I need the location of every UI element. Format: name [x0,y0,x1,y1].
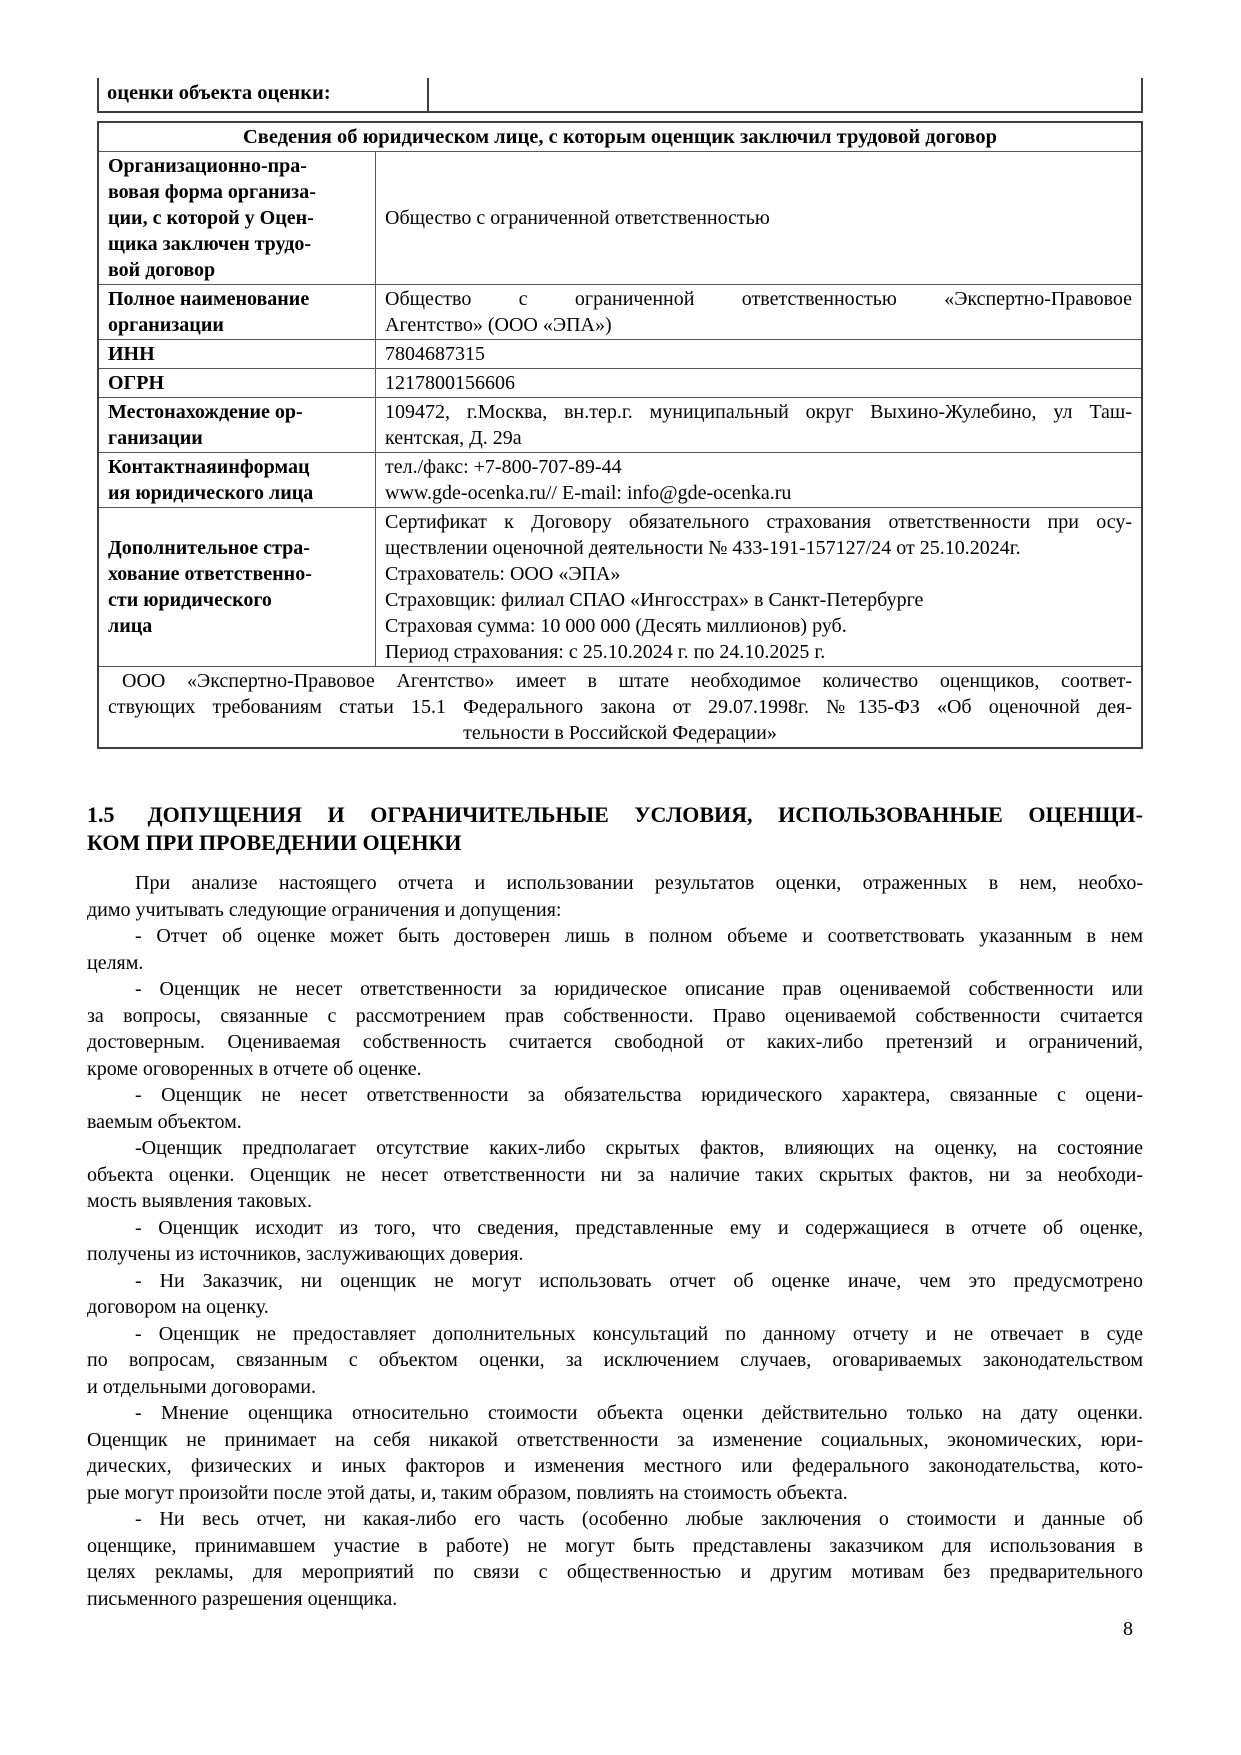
table-row [98,122,1142,152]
table-row [98,152,1142,285]
legal-entity-table [97,121,1143,749]
paragraph-legal-obligations: - Оценщик не несет ответственности за обязательства юридического характера, связанные с оцени- ваемым объектом. [87,1084,1143,1133]
row-label-ogrn: ОГРН [98,369,376,398]
table-row [98,508,1142,667]
row-label-org-form: Организационно-пра- вовая форма организа- ции, с которой у Оцен- щика заключен трудо- вой договор [98,152,376,285]
paragraph-hidden-facts: -Оценщик предполагает отсутствие каких-либо скрытых фактов, влияющих на оценку, на состояние объекта оценки. Оценщик не несет ответственности ни за наличие таких скрытых фактов, ни за необходи- мость выявления таковых. [87,1137,1143,1212]
row-value-ogrn: 1217800156606 [376,369,1143,398]
row-label-insurance: Дополнительное стра- хование ответственно- сти юридического лица [98,508,376,667]
table-footer-note: ООО «Экспертно-Правовое Агентство» имеет в штате необходимое количество оценщиков, соответ- ствующих требованиям статьи 15.1 Федерального закона от 29.07.1998г. №135-ФЗ «Об оценочной дея- тельности в Российской Федерации» [98,667,1142,749]
row-label-full-name: Полное наименование организации [98,285,376,340]
assumptions-text-block [87,870,1143,1612]
paragraph-contract-use: - Ни Заказчик, ни оценщик не могут использовать отчет об оценке иначе, чем это предусмотрено договором на оценку. [87,1269,1143,1318]
paragraph-report-scope: - Отчет об оценке может быть достоверен лишь в полном объеме и соответствовать указанным в нем целям. [87,925,1143,974]
row-label-inn: ИНН [98,340,376,369]
table-row [98,285,1142,340]
paragraph-intro: При анализе настоящего отчета и использовании результатов оценки, отраженных в нем, необхо- димо учитывать следующие ограничения и допущения: [87,872,1143,921]
row-label-location: Местонахождение ор- ганизации [98,398,376,453]
continued-table-empty-cell [429,78,1141,111]
continued-table-fragment [97,78,1143,113]
paragraph-valuation-date: - Мнение оценщика относительно стоимости объекта оценки действительно только на дату оценки. Оценщик не принимает на себя никакой ответственности за изменение социальных, экономических, юри- дических, физических и иных факторов и изменения местного или федерального законодательства, кото- рые могут произойти после этой даты, и, таким образом, повлиять на стоимость объекта. [87,1402,1143,1504]
row-value-inn: 7804687315 [376,340,1143,369]
row-value-insurance: Сертификат к Договору обязательного страхования ответственности при осу- ществлении оценочной деятельности № 433-191-157127/24 от 25.10.2024г. Страхователь: ООО «ЭПА» Страховщик: филиал СПАО «Ингосстрах» в Санкт-Петербурге Страховая сумма: 10 000 000 (Десять миллионов) руб. Период страхования: с 25.10.2024 г. по 24.10.2025 г. [376,508,1143,667]
row-value-full-name: Общество с ограниченной ответственностью «Экспертно-Правовое Агентство» (ООО «ЭПА») [376,285,1143,340]
page-number: 8 [1123,1618,1133,1640]
paragraph-consultations: - Оценщик не предоставляет дополнительных консультаций по данному отчету и не отвечает в суде по вопросам, связанным с объектом оценки, за исключением случаев, оговариваемых законодательством и отдельными договорами. [87,1322,1143,1398]
table-row [98,667,1142,749]
row-value-contacts: тел./факс: +7-800-707-89-44 www.gde-ocenka.ru// E-mail: info@gde-ocenka.ru [376,453,1143,508]
row-label-contacts: Контактнаяинформац ия юридического лица [98,453,376,508]
table-row [98,340,1142,369]
paragraph-publication: - Ни весь отчет, ни какая-либо его часть (особенно любые заключения о стоимости и данные об оценщике, принимавшем участие в работе) не могут быть представлены заказчиком для использования в целях рекламы, для мероприятий по связи с общественностью и другим мотивам без предварительного письменного разрешения оценщика. [87,1508,1143,1610]
table-row [98,453,1142,508]
row-value-org-form: Общество с ограниченной ответственностью [376,152,1143,285]
paragraph-sources: - Оценщик исходит из того, что сведения, представленные ему и содержащиеся в отчете об оценке, получены из источников, заслуживающих доверия. [87,1216,1143,1265]
section-heading: 1.5 ДОПУЩЕНИЯ И ОГРАНИЧИТЕЛЬНЫЕ УСЛОВИЯ, ИСПОЛЬЗОВАННЫЕ ОЦЕНЩИ- КОМ ПРИ ПРОВЕДЕНИИ ОЦЕНКИ [87,802,1143,855]
continued-table-label-cell: оценки объекта оценки: [99,78,429,111]
row-value-location: 109472, г.Москва, вн.тер.г. муниципальный округ Выхино-Жулебино, ул Таш- кентская, Д. 29а [376,398,1143,453]
table-row [98,369,1142,398]
table-row [98,398,1142,453]
paragraph-legal-description: - Оценщик не несет ответственности за юридическое описание прав оцениваемой собственности или за вопросы, связанные с рассмотрением прав собственности. Право оцениваемой собственности считается достоверным. Оцениваемая собственность считается свободной от каких-либо претензий и ограничений, кроме оговоренных в отчете об оценке. [87,978,1143,1080]
table-title: Сведения об юридическом лице, с которым оценщик заключил трудовой договор [98,122,1142,152]
